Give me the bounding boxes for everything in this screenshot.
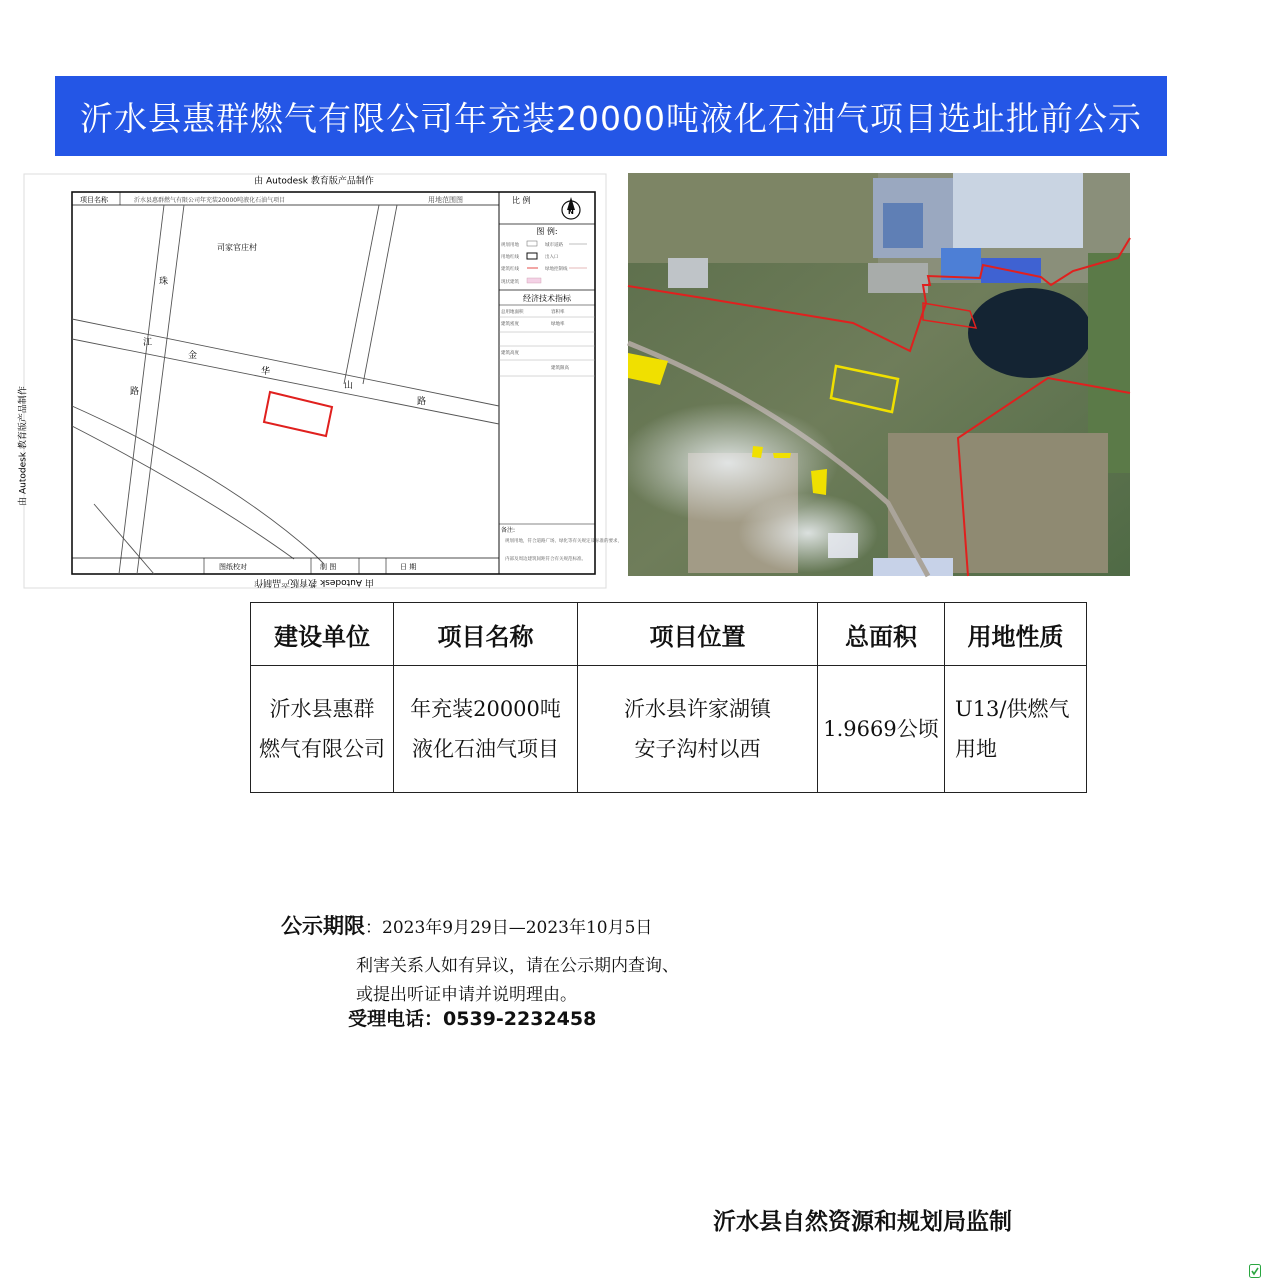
remarks-line-1: 规划用地，符合道路广场、绿化等有关规定及标准的要求， [505, 539, 622, 544]
tech-title: 经济技术指标 [523, 294, 571, 303]
road-h-char-2: 华 [261, 367, 271, 377]
issuer-footer: 沂水县自然资源和规划局监制 [713, 1208, 1012, 1235]
map-watermark-left: 由 Autodesk 教育版产品制作 [18, 386, 29, 506]
scale-label: 比 例 [512, 196, 531, 205]
svg-text:N: N [568, 208, 574, 216]
road-h-char-3: 山 [344, 381, 354, 391]
notice-line: 或提出听证申请并说明理由。 [356, 985, 577, 1005]
legend-item: 出入口 [545, 255, 559, 260]
header-cell: 项目位置 [578, 603, 818, 666]
objection-notice [356, 952, 679, 1010]
satellite-image [628, 173, 1130, 576]
tech-item: 总用地面积 [501, 310, 524, 315]
header-cell: 总面积 [818, 603, 945, 666]
legend-item: 用地红线 [501, 255, 519, 260]
cell-builder [251, 666, 394, 793]
map-watermark-bottom: 由 Autodesk 教育版产品制作 [254, 577, 374, 587]
cell-line: 燃气有限公司 [259, 737, 385, 761]
tech-item: 容积率 [551, 310, 565, 315]
page-title: 沂水县惠群燃气有限公司年充装20000吨液化石油气项目选址批前公示 [80, 98, 1142, 138]
table-row [251, 666, 1087, 793]
table-header-row [251, 603, 1087, 666]
cell-line: 用地 [955, 737, 997, 761]
cell-line: U13/供燃气 [955, 697, 1070, 721]
phone-label: 受理电话： [348, 1008, 444, 1030]
cell-project-name [394, 666, 578, 793]
map-type-label: 用地范围图 [428, 196, 463, 204]
cell-land-use [945, 666, 1087, 793]
cell-area [818, 666, 945, 793]
legend-title: 图 例: [536, 227, 558, 236]
title-banner [55, 76, 1167, 156]
footer-draw: 制 图 [320, 563, 337, 571]
footer-check: 图纸校对 [219, 563, 247, 571]
contact-phone [348, 1004, 596, 1031]
legend-item: 规划用地 [501, 243, 519, 248]
remarks-line-2: 内部及周边建筑间距符合有关规范标准。 [505, 557, 586, 562]
footer-date: 日 期 [400, 563, 417, 571]
cell-line: 沂水县惠群 [269, 697, 375, 721]
cell-line: 年充装20000吨 [410, 697, 561, 721]
tech-item: 建筑密度 [501, 322, 519, 327]
header-cell: 项目名称 [394, 603, 578, 666]
road-v-char-3: 路 [130, 387, 140, 397]
road-v-char-2: 江 [143, 338, 153, 348]
project-info-table [250, 602, 1087, 793]
legend-item: 绿地控制线 [545, 267, 568, 272]
period-value: ：2023年9月29日—2023年10月5日 [365, 918, 653, 938]
cell-line: 1.9669公顷 [823, 717, 939, 741]
land-use-map [18, 174, 622, 588]
cell-line: 沂水县许家湖镇 [624, 697, 771, 721]
tech-item: 绿地率 [551, 322, 565, 327]
notice-period [281, 910, 652, 940]
cell-line: 安子沟村以西 [634, 737, 761, 761]
map-project-value: 沂水县惠群燃气有限公司年充装20000吨液化石油气项目 [134, 197, 286, 204]
check-mark-icon [1249, 1264, 1261, 1278]
village-label: 司家官庄村 [217, 243, 257, 252]
cell-line: 液化石油气项目 [412, 737, 559, 761]
legend-item: 现状建筑 [501, 280, 519, 285]
header-cell: 用地性质 [945, 603, 1087, 666]
notice-line: 利害关系人如有异议，请在公示期内查询、 [356, 956, 679, 976]
phone-number: 0539-2232458 [443, 1008, 597, 1030]
road-h-char-1: 金 [188, 351, 198, 361]
map-watermark-top: 由 Autodesk 教育版产品制作 [254, 176, 374, 187]
period-label: 公示期限 [281, 914, 365, 938]
remarks-label: 备注: [501, 527, 516, 534]
tech-item: 建筑限高 [551, 366, 569, 371]
tech-item: 建筑高度 [501, 351, 519, 356]
cell-location [578, 666, 818, 793]
legend-item: 城市道路 [545, 243, 563, 248]
map-project-label: 项目名称 [80, 196, 108, 204]
road-v-char-1: 珠 [159, 277, 169, 287]
legend-item: 建筑红线 [501, 267, 519, 272]
road-h-char-4: 路 [417, 397, 427, 407]
header-cell: 建设单位 [251, 603, 394, 666]
